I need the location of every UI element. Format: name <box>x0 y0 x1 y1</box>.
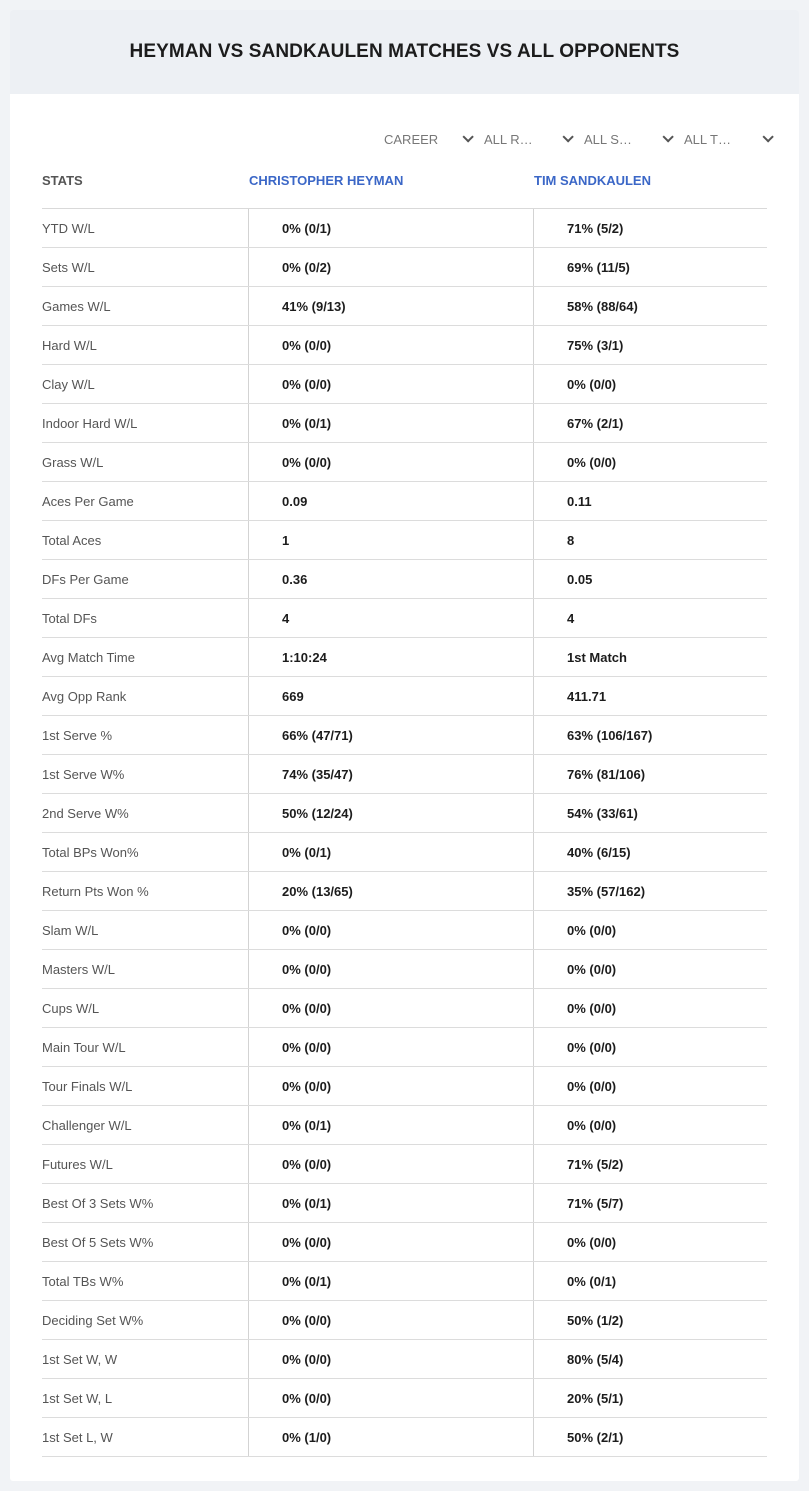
table-row <box>42 1262 767 1301</box>
player2-value: 0% (0/0) <box>533 950 767 988</box>
player2-value: 0% (0/0) <box>533 443 767 481</box>
stat-label: Hard W/L <box>42 338 97 353</box>
stat-label: Return Pts Won % <box>42 884 149 899</box>
filter-round[interactable] <box>484 128 584 150</box>
stat-label: Indoor Hard W/L <box>42 416 138 431</box>
stat-label: 1st Serve W% <box>42 767 125 782</box>
stat-label: 1st Set W, L <box>42 1391 113 1406</box>
player1-value: 50% (12/24) <box>248 794 533 832</box>
table-row <box>42 638 767 677</box>
filter-surface[interactable] <box>584 128 684 150</box>
player2-value: 0% (0/0) <box>533 911 767 949</box>
player1-value: 669 <box>248 677 533 715</box>
table-row <box>42 248 767 287</box>
player2-value: 76% (81/106) <box>533 755 767 793</box>
player1-value: 0% (0/1) <box>248 1106 533 1144</box>
stat-label: 2nd Serve W% <box>42 806 129 821</box>
player2-value: 71% (5/7) <box>533 1184 767 1222</box>
player1-value: 0% (0/1) <box>248 404 533 442</box>
table-row <box>42 1184 767 1223</box>
player1-value: 0% (0/0) <box>248 443 533 481</box>
player2-value: 0% (0/1) <box>533 1262 767 1300</box>
filter-bar <box>384 128 784 150</box>
player1-value: 1 <box>248 521 533 559</box>
table-row <box>42 1106 767 1145</box>
player2-value: 0.11 <box>533 482 767 520</box>
stat-label: Avg Opp Rank <box>42 689 127 704</box>
player1-value: 0% (0/0) <box>248 1028 533 1066</box>
player1-value: 0% (0/0) <box>248 1379 533 1417</box>
player2-value: 1st Match <box>533 638 767 676</box>
player2-value: 20% (5/1) <box>533 1379 767 1417</box>
player1-value: 0% (0/0) <box>248 1340 533 1378</box>
table-row <box>42 560 767 599</box>
stat-label: 1st Set W, W <box>42 1352 118 1367</box>
filter-round-value: ALL R… <box>484 131 533 147</box>
table-row <box>42 833 767 872</box>
player1-value: 0% (0/0) <box>248 911 533 949</box>
player2-value: 75% (3/1) <box>533 326 767 364</box>
chevron-down-icon <box>562 131 573 142</box>
player1-value: 0% (0/1) <box>248 833 533 871</box>
player1-value: 74% (35/47) <box>248 755 533 793</box>
table-row <box>42 911 767 950</box>
stat-label: Futures W/L <box>42 1157 113 1172</box>
table-row <box>42 1223 767 1262</box>
player1-value: 0% (0/0) <box>248 1301 533 1339</box>
player1-value: 0% (1/0) <box>248 1418 533 1456</box>
table-row <box>42 287 767 326</box>
player2-value: 8 <box>533 521 767 559</box>
card-header <box>10 10 799 94</box>
stat-label: Aces Per Game <box>42 494 134 509</box>
player2-value: 67% (2/1) <box>533 404 767 442</box>
table-row <box>42 599 767 638</box>
player1-value: 0% (0/0) <box>248 1067 533 1105</box>
table-row <box>42 677 767 716</box>
filter-tournament[interactable] <box>684 128 784 150</box>
player2-link[interactable]: TIM SANDKAULEN <box>534 173 651 188</box>
player1-value: 0% (0/0) <box>248 1223 533 1261</box>
stat-label: DFs Per Game <box>42 572 129 587</box>
player2-value: 0% (0/0) <box>533 989 767 1027</box>
filter-surface-value: ALL S… <box>584 131 632 147</box>
stat-label: Sets W/L <box>42 260 95 275</box>
filter-period-value: CAREER <box>384 131 439 147</box>
table-row <box>42 1145 767 1184</box>
stat-label: Avg Match Time <box>42 650 135 665</box>
player2-value: 50% (2/1) <box>533 1418 767 1456</box>
player1-value: 0% (0/0) <box>248 326 533 364</box>
stat-label: Total TBs W% <box>42 1274 124 1289</box>
player1-value: 20% (13/65) <box>248 872 533 910</box>
player1-value: 4 <box>248 599 533 637</box>
table-row <box>42 482 767 521</box>
stat-label: Total BPs Won% <box>42 845 139 860</box>
filter-period[interactable] <box>384 128 484 150</box>
stat-label: Grass W/L <box>42 455 104 470</box>
table-row <box>42 1340 767 1379</box>
player2-value: 4 <box>533 599 767 637</box>
table-row <box>42 365 767 404</box>
table-row <box>42 950 767 989</box>
chevron-down-icon <box>462 131 473 142</box>
player1-value: 0% (0/0) <box>248 950 533 988</box>
stat-label: Total Aces <box>42 533 102 548</box>
table-row <box>42 989 767 1028</box>
page-title: HEYMAN VS SANDKAULEN MATCHES VS ALL OPPONENTS <box>129 41 680 62</box>
player1-value: 66% (47/71) <box>248 716 533 754</box>
stat-label: 1st Serve % <box>42 728 113 743</box>
player2-value: 411.71 <box>533 677 767 715</box>
table-row <box>42 209 767 248</box>
stat-label: Main Tour W/L <box>42 1040 126 1055</box>
player2-value: 35% (57/162) <box>533 872 767 910</box>
stat-label: 1st Set L, W <box>42 1430 113 1445</box>
player2-value: 0% (0/0) <box>533 1067 767 1105</box>
player2-value: 71% (5/2) <box>533 1145 767 1183</box>
table-row <box>42 1028 767 1067</box>
stat-label: Deciding Set W% <box>42 1313 144 1328</box>
stat-label: YTD W/L <box>42 221 95 236</box>
player2-value: 58% (88/64) <box>533 287 767 325</box>
player2-value: 80% (5/4) <box>533 1340 767 1378</box>
player1-value: 0% (0/2) <box>248 248 533 286</box>
table-row <box>42 716 767 755</box>
player2-value: 0% (0/0) <box>533 1106 767 1144</box>
stats-card <box>10 10 799 1481</box>
player2-value: 71% (5/2) <box>533 209 767 247</box>
stat-label: Slam W/L <box>42 923 99 938</box>
player1-value: 0% (0/0) <box>248 989 533 1027</box>
table-row <box>42 1379 767 1418</box>
player2-value: 0% (0/0) <box>533 1028 767 1066</box>
player1-value: 0% (0/1) <box>248 209 533 247</box>
table-row <box>42 872 767 911</box>
player2-value: 54% (33/61) <box>533 794 767 832</box>
player1-value: 0% (0/1) <box>248 1262 533 1300</box>
player2-value: 69% (11/5) <box>533 248 767 286</box>
player1-value: 1:10:24 <box>248 638 533 676</box>
player2-value: 0.05 <box>533 560 767 598</box>
stat-label: Masters W/L <box>42 962 115 977</box>
table-row <box>42 794 767 833</box>
stat-label: Best Of 5 Sets W% <box>42 1235 154 1250</box>
table-row <box>42 1418 767 1457</box>
player2-value: 0% (0/0) <box>533 365 767 403</box>
stat-label: Challenger W/L <box>42 1118 132 1133</box>
player2-value: 40% (6/15) <box>533 833 767 871</box>
stats-table <box>42 208 767 1457</box>
table-row <box>42 1067 767 1106</box>
player1-value: 0.09 <box>248 482 533 520</box>
player1-link[interactable]: CHRISTOPHER HEYMAN <box>249 173 404 188</box>
stat-label: Games W/L <box>42 299 111 314</box>
table-row <box>42 755 767 794</box>
table-row <box>42 1301 767 1340</box>
player1-value: 0% (0/0) <box>248 1145 533 1183</box>
player2-value: 63% (106/167) <box>533 716 767 754</box>
stat-label: Tour Finals W/L <box>42 1079 133 1094</box>
player2-value: 0% (0/0) <box>533 1223 767 1261</box>
table-row <box>42 404 767 443</box>
stat-label: Cups W/L <box>42 1001 100 1016</box>
player2-value: 50% (1/2) <box>533 1301 767 1339</box>
chevron-down-icon <box>762 131 773 142</box>
player1-value: 41% (9/13) <box>248 287 533 325</box>
chevron-down-icon <box>662 131 673 142</box>
player1-value: 0% (0/1) <box>248 1184 533 1222</box>
player1-value: 0% (0/0) <box>248 365 533 403</box>
table-row <box>42 326 767 365</box>
stat-label: Clay W/L <box>42 377 95 392</box>
table-header <box>42 170 767 208</box>
filter-tournament-value: ALL T… <box>684 131 731 147</box>
player1-value: 0.36 <box>248 560 533 598</box>
stat-label: Total DFs <box>42 611 97 626</box>
table-row <box>42 521 767 560</box>
stat-label: Best Of 3 Sets W% <box>42 1196 154 1211</box>
stats-column-header: STATS <box>42 173 83 188</box>
table-row <box>42 443 767 482</box>
